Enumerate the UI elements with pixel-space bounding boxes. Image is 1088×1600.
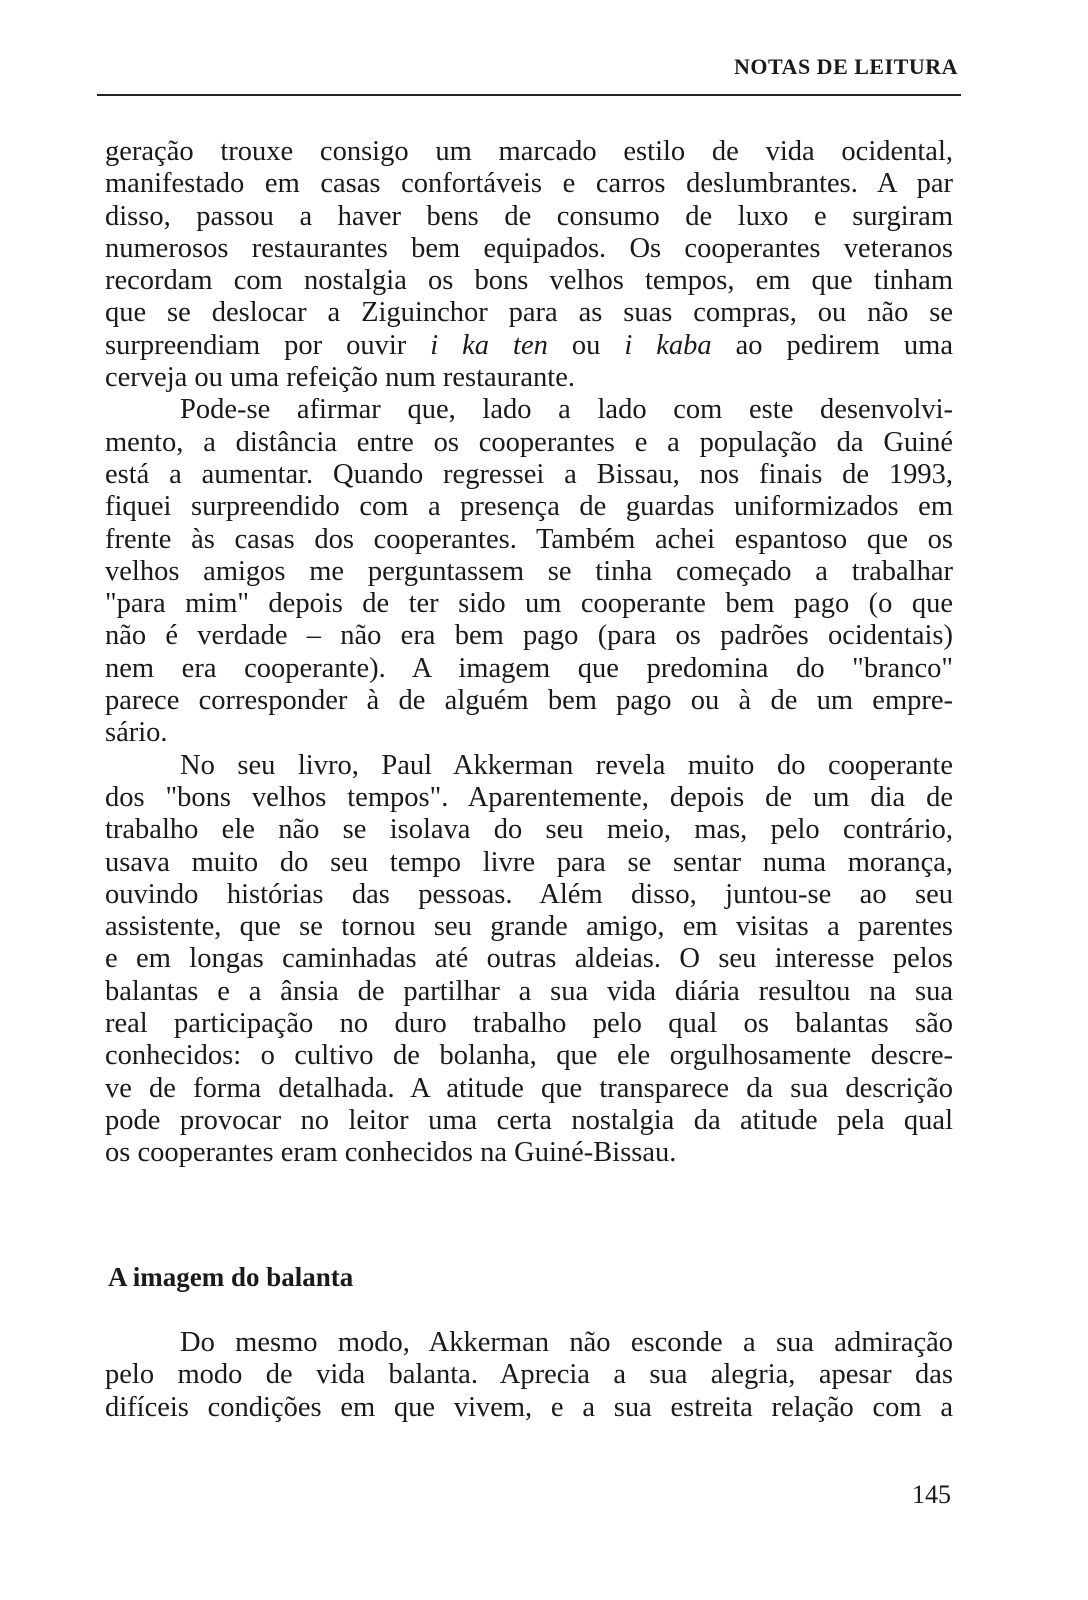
text-line — [105, 717, 953, 749]
text-line — [105, 265, 953, 297]
paragraph — [105, 394, 953, 749]
text-line — [105, 297, 953, 329]
text-span: pelo modo de vida balanta. Aprecia a sua alegria, apesar das — [105, 1359, 953, 1391]
text-line — [105, 201, 953, 233]
text-span: disso, passou a haver bens de consumo de luxo e surgiram — [105, 200, 953, 232]
text-span: trabalho ele não se isolava do seu meio, mas, pelo contrário, — [105, 814, 953, 846]
text-line — [105, 427, 953, 459]
text-line — [105, 1008, 953, 1040]
section-heading: A imagem do balanta — [108, 1262, 354, 1292]
text-span: sário. — [105, 717, 168, 749]
text-line — [105, 362, 953, 394]
running-head: NOTAS DE LEITURA — [734, 54, 958, 79]
text-span: numerosos restaurantes bem equipados. Os cooperantes veteranos — [105, 232, 953, 264]
text-span: No seu livro, Paul Akkerman revela muito do cooperante — [180, 749, 953, 781]
text-line — [105, 782, 953, 814]
text-span: assistente, que se tornou seu grande amigo, em visitas a parentes — [105, 911, 953, 943]
text-line — [105, 847, 953, 879]
text-line — [105, 620, 953, 652]
text-span: Pode-se afirmar que, lado a lado com este desenvolvi- — [180, 394, 953, 426]
text-line — [105, 491, 953, 523]
text-span: recordam com nostalgia os bons velhos tempos, em que tinham — [105, 265, 953, 297]
text-span: "para mim" depois de ter sido um cooperante bem pago (o que — [105, 588, 953, 620]
text-line — [105, 233, 953, 265]
text-line — [105, 556, 953, 588]
text-line — [105, 1105, 953, 1137]
text-line — [105, 653, 953, 685]
text-span: está a aumentar. Quando regressei a Bissau, nos finais de 1993, — [105, 458, 953, 490]
paragraph — [105, 750, 953, 1170]
text-span: ouvindo histórias das pessoas. Além disso, juntou-se ao seu — [105, 878, 953, 910]
text-span: e em longas caminhadas até outras aldeias. O seu interesse pelos — [105, 943, 953, 975]
text-line — [105, 330, 953, 362]
text-span: ve de forma detalhada. A atitude que transparece da sua descrição — [105, 1072, 953, 1104]
text-span: geração trouxe consigo um marcado estilo de vida ocidental, — [105, 136, 953, 167]
text-span: conhecidos: o cultivo de bolanha, que ele orgulhosamente descre- — [105, 1040, 953, 1072]
text-span: frente às casas dos cooperantes. Também achei espantoso que os — [105, 523, 953, 555]
text-span: fiquei surpreendido com a presença de guardas uniformizados em — [105, 491, 953, 523]
text-line — [105, 1392, 953, 1424]
italic-text: i ka ten — [430, 329, 548, 361]
text-line — [105, 588, 953, 620]
text-line — [105, 1327, 953, 1359]
text-line — [105, 943, 953, 975]
text-line — [105, 1137, 953, 1169]
text-line — [105, 394, 953, 426]
text-line — [105, 1359, 953, 1391]
text-line — [105, 1040, 953, 1072]
text-span: nem era cooperante). A imagem que predomina do "branco" — [105, 652, 953, 684]
text-line — [105, 459, 953, 491]
text-line — [105, 524, 953, 556]
text-span: velhos amigos me perguntassem se tinha começado a trabalhar — [105, 555, 953, 587]
text-span: manifestado em casas confortáveis e carros deslumbrantes. A par — [105, 168, 953, 200]
text-span: mento, a distância entre os cooperantes e a população da Guiné — [105, 426, 953, 458]
text-span: surpreendiam por ouvir — [105, 329, 431, 361]
header-rule — [97, 94, 961, 96]
paragraph — [105, 136, 953, 394]
text-span: parece corresponder à de alguém bem pago ou à de um empre- — [105, 685, 953, 717]
text-line — [105, 750, 953, 782]
text-span: real participação no duro trabalho pelo qual os balantas são — [105, 1008, 953, 1040]
section-body-text — [105, 1327, 953, 1424]
text-line — [105, 1073, 953, 1105]
italic-text: i kaba — [624, 329, 712, 361]
paragraph — [105, 1327, 953, 1424]
text-span: balantas e a ânsia de partilhar a sua vida diária resultou na sua — [105, 975, 953, 1007]
text-span: Do mesmo modo, Akkerman não esconde a sua admiração — [180, 1327, 953, 1358]
text-span: ou — [547, 329, 625, 361]
body-text — [105, 136, 953, 1170]
text-span: dos "bons velhos tempos". Aparentemente, depois de um dia de — [105, 781, 953, 813]
text-span: pode provocar no leitor uma certa nostalgia da atitude pela qual — [105, 1104, 953, 1136]
text-line — [105, 685, 953, 717]
text-span: difíceis condições em que vivem, e a sua estreita relação com a — [105, 1391, 953, 1423]
page-number: 145 — [912, 1480, 951, 1509]
text-span: não é verdade – não era bem pago (para os padrões ocidentais) — [105, 620, 953, 652]
text-line — [105, 911, 953, 943]
text-span: ao pedirem uma — [711, 329, 953, 361]
text-line — [105, 136, 953, 168]
text-span: os cooperantes eram conhecidos na Guiné-Bissau. — [105, 1137, 677, 1169]
text-span: que se deslocar a Ziguinchor para as suas compras, ou não se — [105, 297, 953, 329]
text-span: usava muito do seu tempo livre para se sentar numa morança, — [105, 846, 953, 878]
text-line — [105, 879, 953, 911]
text-line — [105, 168, 953, 200]
text-line — [105, 814, 953, 846]
text-span: cerveja ou uma refeição num restaurante. — [105, 362, 575, 394]
text-line — [105, 976, 953, 1008]
